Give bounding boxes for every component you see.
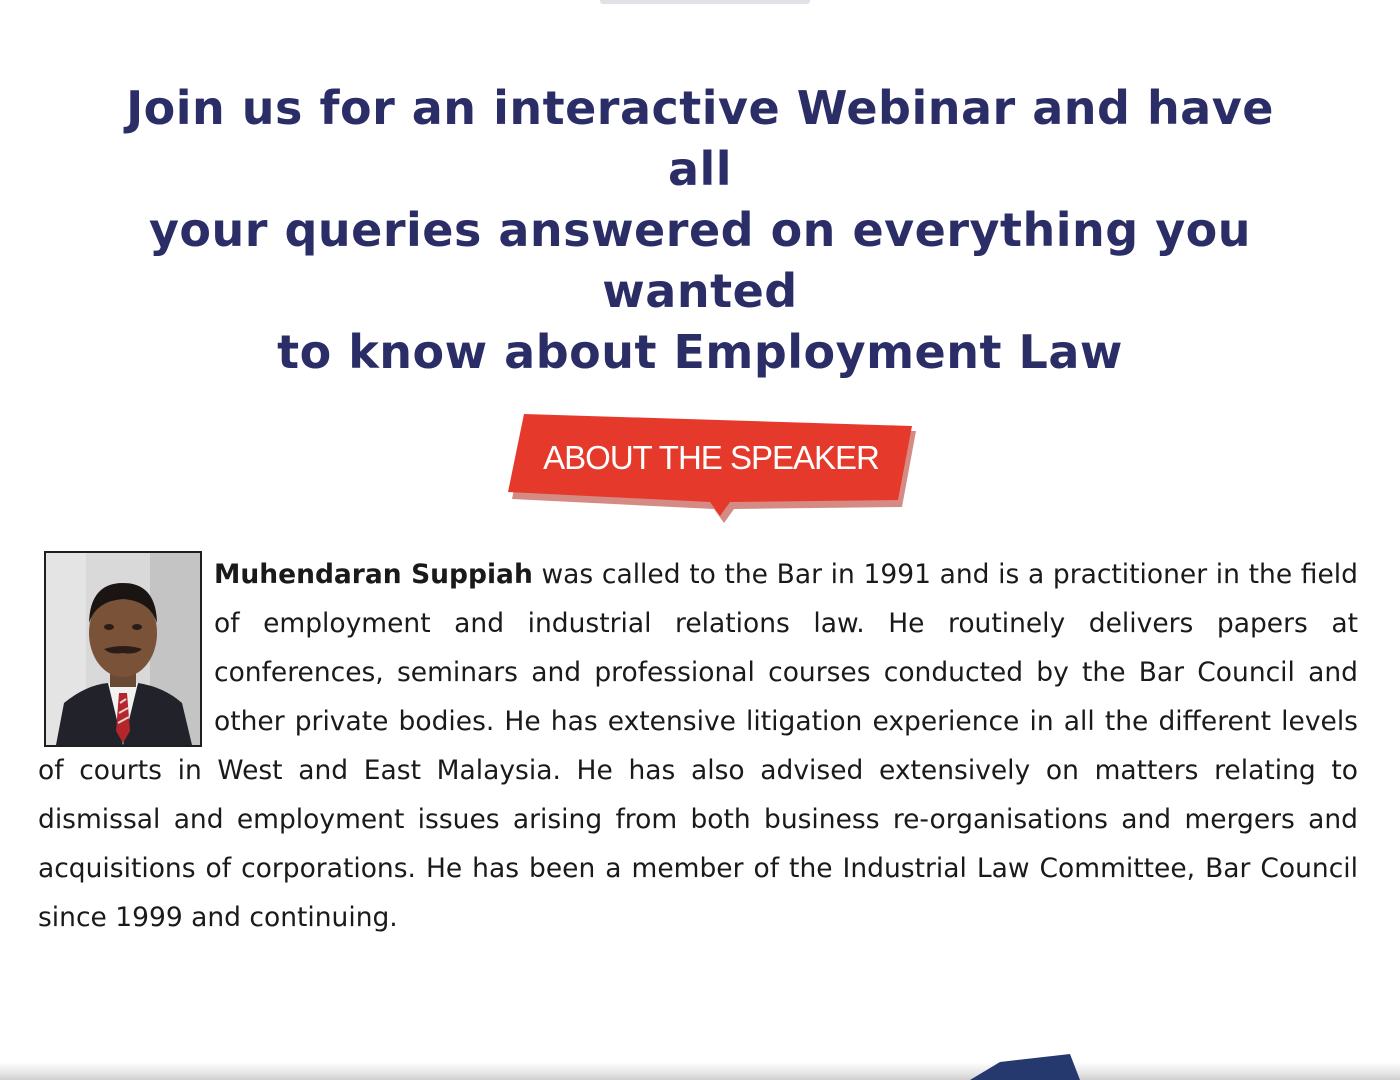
webinar-headline	[90, 78, 1310, 383]
headline-line-2: your queries answered on everything you wanted	[148, 203, 1252, 318]
about-speaker-banner	[506, 412, 916, 524]
speaker-bio-text: was called to the Bar in 1991 and is a practitioner in the field of employment and industrial relations law. He routinely delivers papers at conferences, seminars and professional courses conducted by the Bar Council and other private bodies. He has extensive litigation experience in all the different levels of courts in West and East Malaysia. He has also advised extensively on matters relating to dismissal and employment issues arising from both business re-organisations and mergers and acquisitions of corporations. He has been a member of the Industrial Law Committee, Bar Council since 1999 and continuing.	[38, 559, 1358, 933]
speaker-name: Muhendaran Suppiah	[214, 559, 533, 590]
headline-line-3: to know about Employment Law	[277, 325, 1123, 379]
speaker-bio	[38, 550, 1358, 942]
bottom-edge-fade	[0, 1062, 1400, 1080]
bottom-blue-shape	[960, 1054, 1080, 1080]
photo-spacer	[38, 550, 214, 746]
about-speaker-label: ABOUT THE SPEAKER	[543, 439, 879, 476]
cropped-top-text-fragment	[600, 0, 810, 4]
headline-line-1: Join us for an interactive Webinar and have all	[126, 81, 1274, 196]
